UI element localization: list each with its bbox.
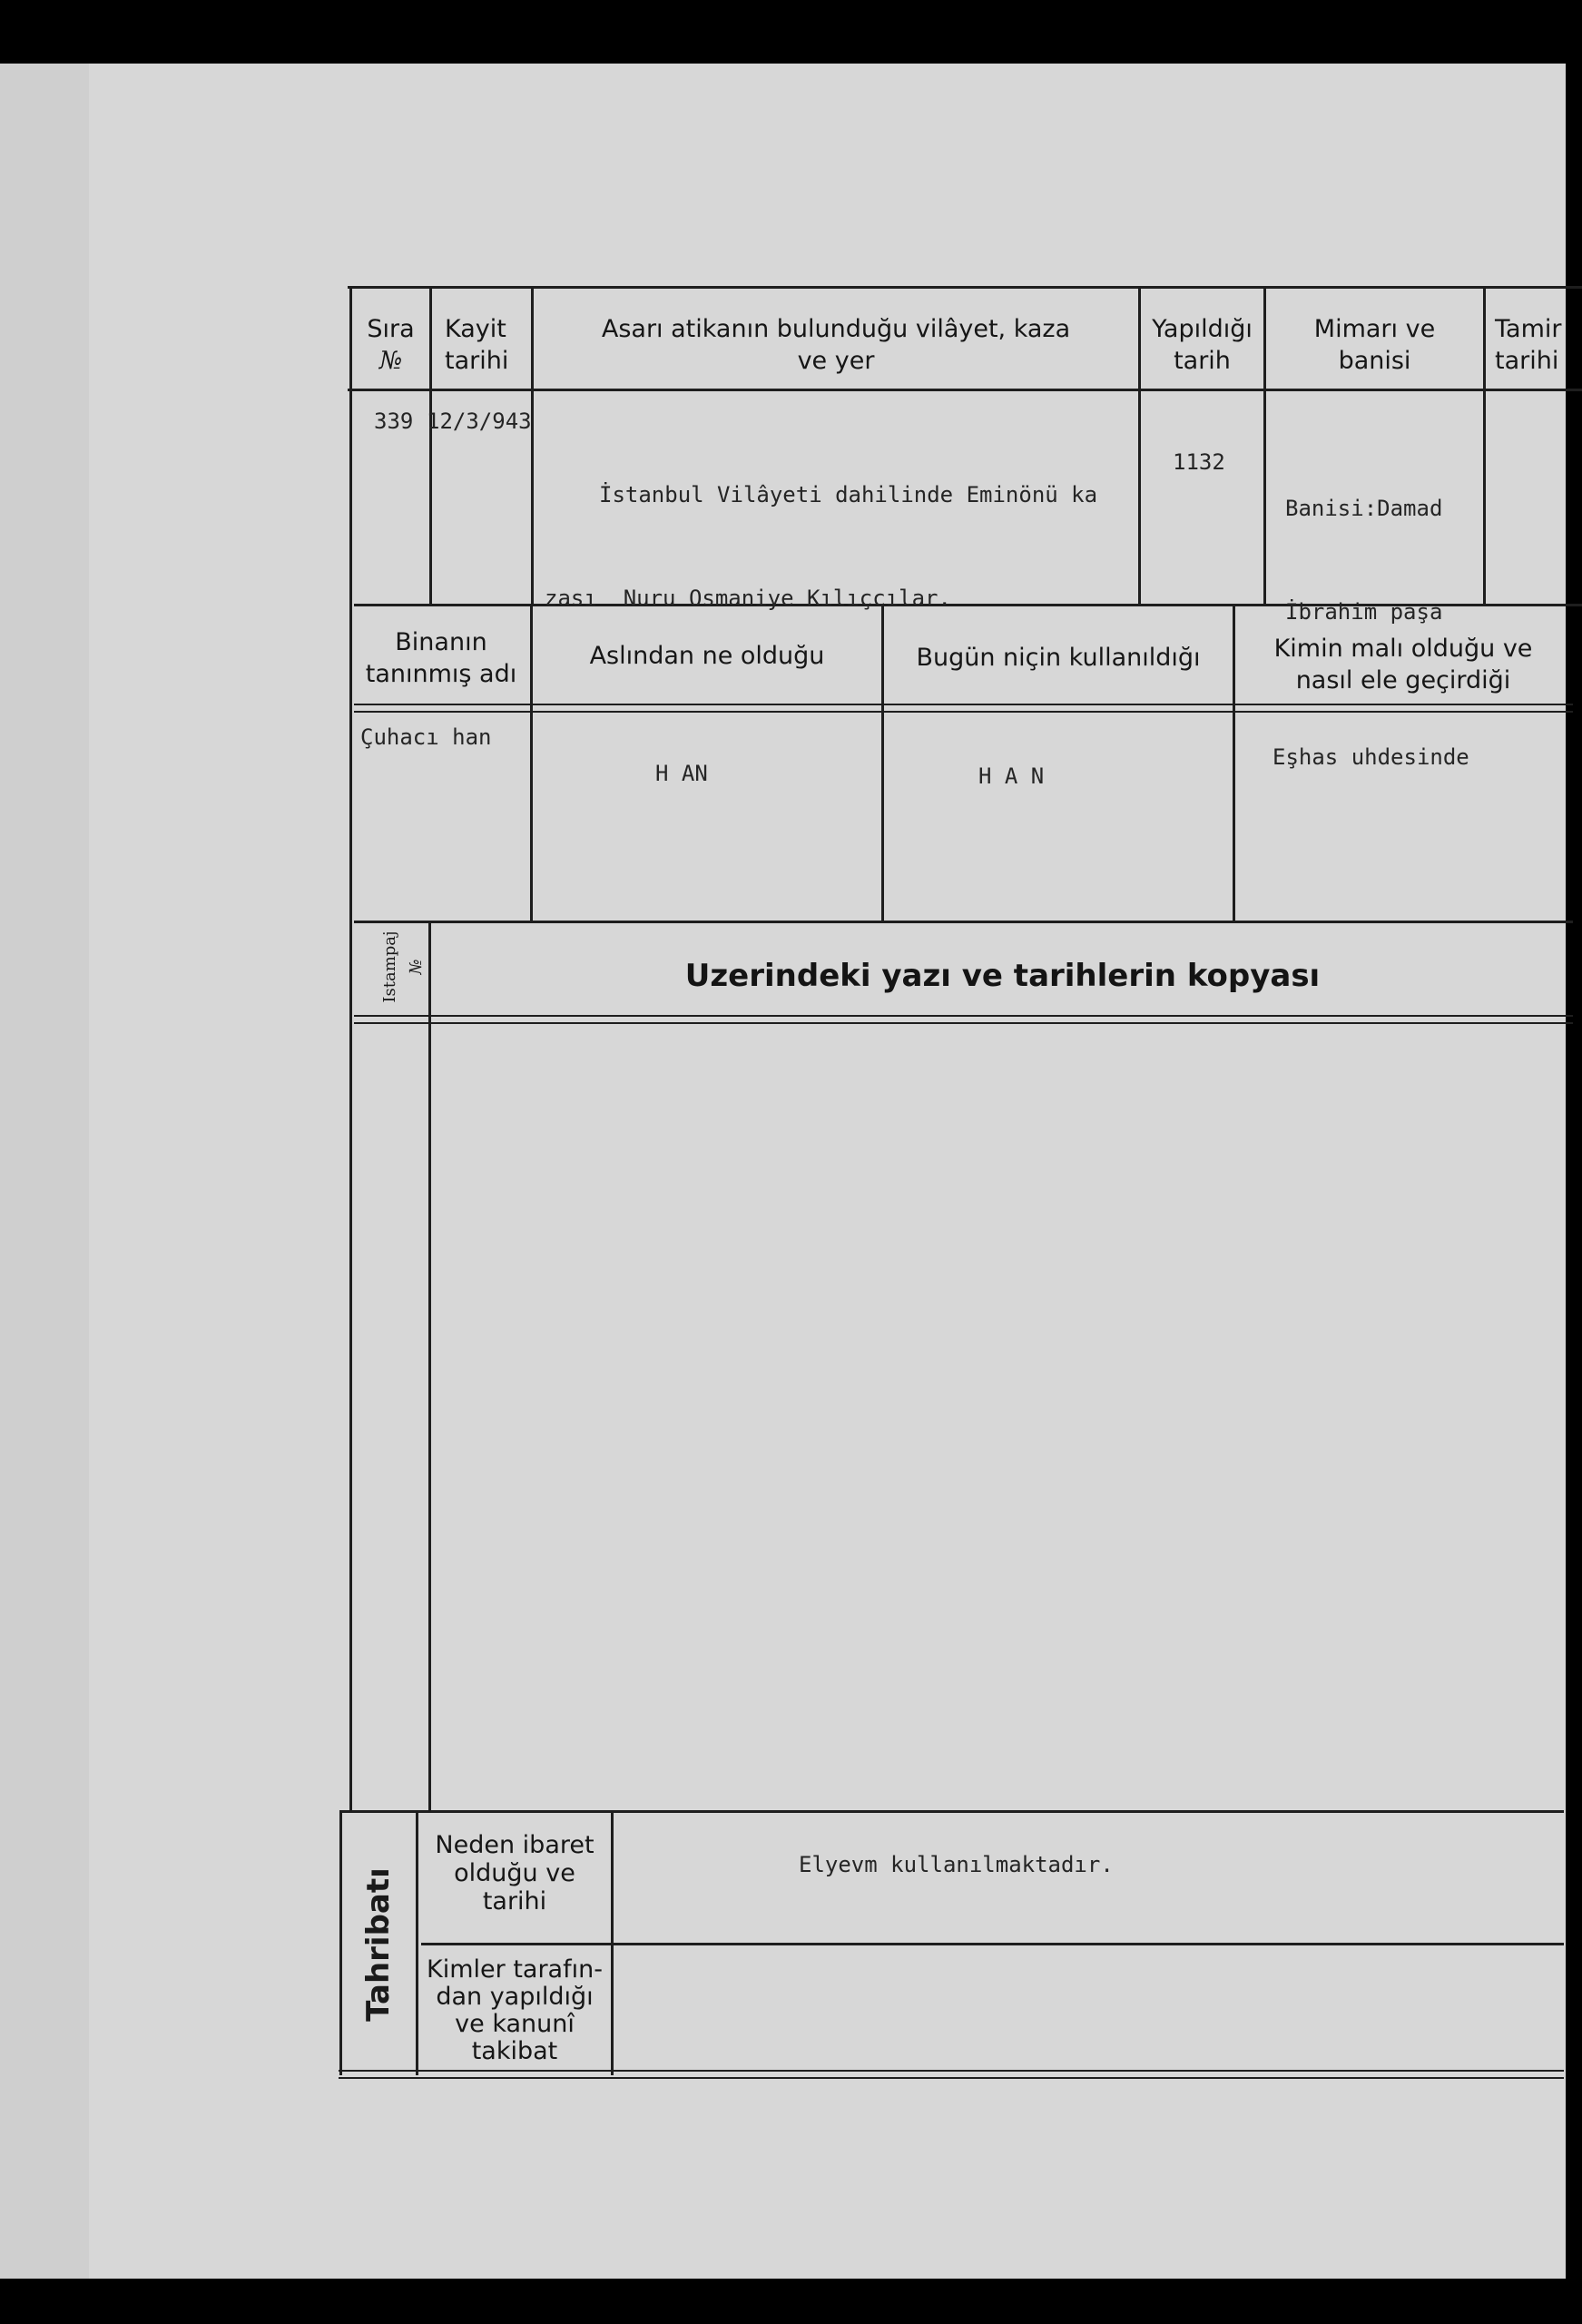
record-yer [545, 409, 1097, 650]
label-stamp-no [403, 917, 430, 1017]
header-kimin-line2: nasıl ele geçirdiği [1295, 666, 1511, 694]
form-sheet [89, 64, 1566, 2279]
rule-row2-header-bottom [354, 704, 1573, 713]
header-kayit-tarihi: tarihi [445, 347, 509, 375]
record-bugun: H A N [978, 763, 1045, 789]
header-yapildigi-label: Yapıldığı [1152, 315, 1253, 343]
header-mimari [1266, 313, 1483, 377]
header-banisi-label: banisi [1338, 347, 1411, 375]
rule-stamp-header-bottom [354, 1015, 1573, 1024]
record-kimin: Eşhas uhdesinde [1272, 744, 1469, 770]
tahribat-neden-value: Elyevm kullanılmaktadır. [799, 1852, 1114, 1877]
record-mimar-line1: Banisi:Damad [1285, 496, 1443, 521]
tahribat-neden-label [418, 1831, 611, 1915]
record-sira: 339 [374, 409, 414, 434]
header-aslindan: Aslından ne olduğu [589, 642, 825, 670]
header-binanin [352, 626, 530, 690]
record-bina-adi: Çuhacı han [360, 724, 492, 750]
header-tamir-tarihi: tarihi [1495, 347, 1559, 375]
label-tahribat [359, 1854, 398, 2035]
header-kimin-line1: Kimin malı olduğu ve [1273, 635, 1533, 663]
header-taninmis-label: tanınmış adı [365, 660, 517, 688]
label-istampaj-text: Istampaj [380, 931, 399, 1003]
header-asari [534, 313, 1138, 377]
col-tahribat-value [611, 1810, 614, 2075]
header-sira-label: Sıra [367, 315, 415, 343]
header-asari-line2: ve yer [797, 347, 875, 375]
header-kayit [432, 313, 531, 377]
record-aslindan: H AN [655, 761, 708, 786]
header-mimari-label: Mimarı ve [1313, 315, 1436, 343]
record-yer-line1 [545, 478, 1097, 512]
header-bugun: Bugün niçin kullanıldığı [916, 644, 1201, 672]
tahribat-kimler-label [418, 1956, 611, 2065]
stamp-section-title: Uzerindeki yazı ve tarihlerin kopyası [684, 958, 1321, 994]
tahribat-neden-line2: olduğu ve [454, 1859, 575, 1887]
tahribat-kimler-line2: dan yapıldığı [436, 1983, 594, 2011]
rule-bottom [339, 2070, 1564, 2079]
tahribat-kimler-line1: Kimler tarafın- [427, 1955, 603, 1984]
tahribat-neden-line3: tarihi [482, 1887, 547, 1915]
col-stamp-no [428, 921, 431, 1810]
header-asari-line1: Asarı atikanın bulunduğu vilâyet, kaza [601, 315, 1071, 343]
header-kayit-label: Kayit [445, 315, 506, 343]
header-tamir-label: Tamir [1495, 315, 1562, 343]
record-mimar [1285, 422, 1442, 664]
header-binanin-label: Binanın [395, 628, 487, 656]
scan-left-margin [0, 64, 91, 2279]
tahribat-kimler-line4: takibat [471, 2037, 558, 2065]
rule-row2-bottom [354, 921, 1573, 923]
record-mimar-line2: İbrahim paşa [1285, 599, 1443, 625]
record-yapildigi-tarih: 1132 [1173, 449, 1225, 475]
rule-left [349, 286, 352, 1811]
label-istampaj [377, 917, 404, 1017]
record-yer-line2: zası Nuru Osmaniye Kılıçcılar. [545, 586, 951, 611]
tahribat-kimler-line3: ve kanunî [455, 2010, 575, 2038]
header-tamir [1486, 313, 1582, 377]
rule-tahribat-top [341, 1810, 1564, 1813]
header-sira [352, 313, 429, 377]
header-yapildigi [1141, 313, 1263, 377]
rule-left-tahribat [339, 1810, 342, 2075]
rule-tahribat-mid [421, 1943, 1564, 1945]
label-tahribat-text: Tahribatı [360, 1867, 397, 2022]
header-sira-no: № [378, 347, 403, 375]
record-kayit-tarihi: 12/3/943 [427, 409, 532, 434]
header-yapildigi-tarih: tarih [1174, 347, 1231, 375]
header-kimin [1235, 633, 1571, 696]
record-yer-line1-text: İstanbul Vilâyeti dahilinde Eminönü ka [599, 482, 1098, 507]
label-stamp-no-text: № [407, 959, 426, 975]
tahribat-neden-line1: Neden ibaret [435, 1831, 594, 1859]
